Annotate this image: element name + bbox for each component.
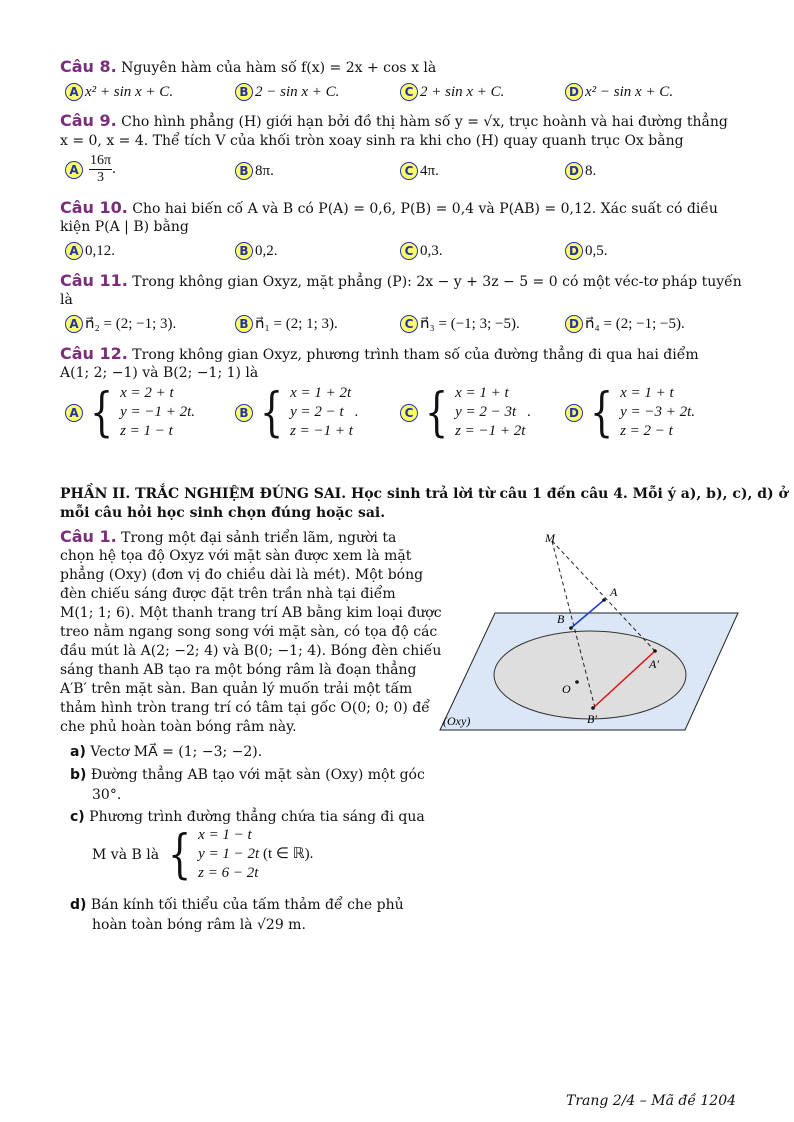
q12-line1: Trong không gian Oxyz, phương trình tham số của đường thẳng đi qua hai điểm [132, 347, 699, 363]
p1-line: thảm hình tròn trang trí có tâm tại gốc O(0; 0; 0) để [60, 700, 430, 716]
left-brace-icon: { [168, 824, 192, 885]
p1-line: sáng thanh AB tạo ra một bóng râm là đoạn thẳng [60, 662, 417, 678]
system-row: z = −1 + t [290, 423, 353, 439]
system-row-text: y = 2 − t [290, 404, 344, 420]
label-m: M [545, 531, 555, 545]
q8-option-b[interactable] [235, 83, 339, 101]
p1-line: chọn hệ tọa độ Oxyz với mặt sàn được xem là mặt [60, 548, 412, 564]
left-brace-icon: { [259, 382, 284, 443]
p1-item-c-system [92, 826, 313, 883]
system-row-text: y = 1 − 2t [198, 846, 260, 862]
q8-label: Câu 8. [60, 57, 117, 76]
label-plane: (Oxy) [443, 714, 471, 728]
q11-option-a[interactable] [65, 314, 176, 333]
q10-stem [60, 199, 718, 218]
q11-label: Câu 11. [60, 271, 128, 290]
system-row: x = 1 − t [198, 827, 252, 843]
q9-option-d-text: 8. [585, 162, 597, 179]
point-b [569, 626, 573, 630]
system-row: z = −1 + 2t [455, 423, 526, 439]
label-b: B [557, 612, 565, 626]
item-label-b: b) [70, 767, 87, 783]
q12-stem [60, 345, 699, 364]
item-label-a: a) [70, 744, 86, 760]
q12-option-c-system [420, 384, 531, 441]
q11-line2: là [60, 292, 73, 308]
part2-header-line2: mỗi câu hỏi học sinh chọn đúng hoặc sai. [60, 505, 386, 521]
option-letter-a: A [65, 242, 83, 260]
p1-line: M(1; 1; 6). Một thanh trang trí AB bằng kim loại được [60, 605, 442, 621]
q12-option-c[interactable] [400, 384, 531, 441]
option-letter-a: A [65, 404, 83, 422]
rug-ellipse [494, 631, 686, 719]
q11-stem [60, 272, 742, 291]
q12-option-a-system [85, 384, 195, 441]
q10-option-b[interactable] [235, 242, 278, 260]
q9-option-a-suffix: . [112, 161, 116, 177]
point-b-prime [591, 706, 595, 710]
p1-label: Câu 1. [60, 527, 117, 546]
q8-option-c[interactable] [400, 83, 504, 101]
option-letter-a: A [65, 315, 83, 333]
system-row-text: y = −1 + 2t [120, 404, 192, 420]
option-letter-b: B [235, 404, 253, 422]
q9-option-d[interactable] [565, 162, 596, 180]
p1-line-0 [60, 528, 396, 547]
q8-option-b-text: 2 − sin x + C. [255, 83, 340, 100]
item-text-c: Phương trình đường thẳng chứa tia sáng đi qua [89, 809, 425, 825]
q11-option-c[interactable] [400, 314, 520, 333]
p1-line: đèn chiếu sáng được đặt trên trần nhà tại điểm [60, 586, 396, 602]
p1-text: Trong một đại sảnh triển lãm, người ta [121, 530, 397, 546]
q8-text: Nguyên hàm của hàm số f(x) = 2x + cos x là [121, 60, 437, 76]
q8-stem [60, 58, 436, 77]
item-label-c: c) [70, 809, 85, 825]
q12-option-d-system [585, 384, 695, 441]
point-o [575, 680, 579, 684]
q9-option-b[interactable] [235, 162, 274, 180]
q12-option-d[interactable] [565, 384, 695, 441]
q11-option-b[interactable] [235, 314, 338, 333]
q8-option-c-text: 2 + sin x + C. [420, 83, 505, 100]
system-row: z = 2 − t [620, 423, 673, 439]
item-text-b: Đường thẳng AB tạo với mặt sàn (Oxy) một góc [90, 767, 425, 783]
c-prefix: M và B là [92, 846, 160, 863]
item-label-d: d) [70, 897, 87, 913]
q12-line2: A(1; 2; −1) và B(2; −1; 1) là [60, 365, 259, 381]
left-brace-icon: { [589, 382, 614, 443]
system-row [120, 403, 195, 422]
option-letter-c: C [400, 404, 418, 422]
fraction-numerator: 16π [90, 153, 112, 168]
system-row [455, 403, 531, 422]
option-letter-b: B [235, 83, 253, 101]
option-letter-d: D [565, 404, 583, 422]
q11-option-c-text: n⃗₃ = (−1; 3; −5). [420, 316, 520, 332]
p1-item-b-cont: 30°. [92, 787, 122, 803]
left-brace-icon: { [89, 382, 114, 443]
system-suffix: . [527, 404, 532, 420]
q9-line2: x = 0, x = 4. Thể tích V của khối tròn xoay sinh ra khi cho (H) quay quanh trục Ox bằng [60, 133, 684, 149]
q10-label: Câu 10. [60, 198, 128, 217]
system-row: x = 1 + t [455, 385, 509, 401]
system-row [198, 845, 313, 864]
geometry-figure [435, 525, 740, 740]
q9-option-a[interactable] [65, 153, 116, 186]
q10-option-c[interactable] [400, 242, 443, 260]
option-letter-c: C [400, 315, 418, 333]
option-letter-d: D [565, 242, 583, 260]
page-footer: Trang 2/4 – Mã đề 1204 [566, 1093, 737, 1109]
option-letter-d: D [565, 83, 583, 101]
system-row: x = 1 + t [620, 385, 674, 401]
q10-line2: kiện P(A | B) bằng [60, 219, 189, 235]
option-letter-b: B [235, 242, 253, 260]
p1-line: A′B′ trên mặt sàn. Ban quản lý muốn trải một tấm [60, 681, 413, 697]
p1-item-b[interactable] [70, 766, 425, 784]
label-a: A [610, 585, 618, 599]
q9-option-b-text: 8π. [255, 162, 274, 179]
q9-fraction [89, 153, 112, 186]
q9-option-c[interactable] [400, 162, 439, 180]
q10-option-d-text: 0,5. [585, 242, 608, 259]
q8-option-d-text: x² − sin x + C. [585, 83, 674, 100]
system-suffix: . [691, 404, 696, 420]
system-row-text: y = 2 − 3t [455, 404, 517, 420]
q9-stem [60, 112, 728, 131]
system-row-text: y = −3 + 2t [620, 404, 692, 420]
p1-line: che phủ hoàn toàn bóng râm này. [60, 719, 297, 735]
system-suffix: . [191, 404, 196, 420]
q11-line1: Trong không gian Oxyz, mặt phẳng (P): 2x − y + 3z − 5 = 0 có một véc-tơ pháp tuyến [132, 274, 742, 290]
q11-option-d-text: n⃗₄ = (2; −1; −5). [585, 316, 685, 332]
q10-option-c-text: 0,3. [420, 242, 443, 259]
p1-item-a[interactable] [70, 743, 262, 761]
q12-option-b-system [255, 384, 359, 441]
q9-option-c-text: 4π. [420, 162, 439, 179]
p1-item-d[interactable] [70, 896, 404, 914]
left-brace-icon: { [424, 382, 449, 443]
q9-label: Câu 9. [60, 111, 117, 130]
q10-option-a[interactable] [65, 242, 115, 260]
system-row: x = 2 + t [120, 385, 174, 401]
q9-line1: Cho hình phẳng (H) giới hạn bởi đồ thị hàm số y = √x, trục hoành và hai đường thẳng [121, 114, 728, 130]
system-row [290, 403, 359, 422]
q10-option-d[interactable] [565, 242, 608, 260]
q8-option-a[interactable] [65, 83, 173, 101]
system-suffix: . [354, 404, 359, 420]
q12-option-b[interactable] [235, 384, 359, 441]
q10-option-a-text: 0,12. [85, 242, 115, 259]
system-row [620, 403, 695, 422]
option-letter-a: A [65, 161, 83, 179]
q10-option-b-text: 0,2. [255, 242, 278, 259]
q10-line1: Cho hai biến cố A và B có P(A) = 0,6, P(B) = 0,4 và P(AB) = 0,12. Xác suất có điều [132, 201, 718, 217]
system-row: z = 6 − 2t [198, 865, 259, 881]
q8-option-a-text: x² + sin x + C. [85, 83, 174, 100]
label-a-prime: A′ [649, 657, 659, 671]
option-letter-b: B [235, 315, 253, 333]
option-letter-d: D [565, 315, 583, 333]
option-letter-b: B [235, 162, 253, 180]
system-suffix: (t ∈ ℝ). [262, 846, 314, 862]
q8-option-d[interactable] [565, 83, 673, 101]
system-row: x = 1 + 2t [290, 385, 352, 401]
p1-line: phẳng (Oxy) (đơn vị đo chiều dài là mét). Một bóng [60, 567, 424, 583]
point-a-prime [653, 649, 657, 653]
option-letter-c: C [400, 242, 418, 260]
item-text-d: Bán kính tối thiểu của tấm thảm để che phủ [90, 897, 404, 913]
p1-item-d-cont: hoàn toàn bóng râm là √29 m. [92, 917, 306, 933]
q11-option-b-text: n⃗₁ = (2; 1; 3). [255, 316, 338, 332]
option-letter-d: D [565, 162, 583, 180]
fraction-denominator: 3 [97, 170, 105, 185]
option-letter-c: C [400, 162, 418, 180]
p1-item-c[interactable] [70, 808, 425, 826]
p1-line: đầu mút là A(2; −2; 4) và B(0; −1; 4). Bóng đèn chiếu [60, 643, 442, 659]
item-text-a: Vectơ MA⃗ = (1; −3; −2). [90, 744, 263, 760]
part2-header-line1: PHẦN II. TRẮC NGHIỆM ĐÚNG SAI. Học sinh trả lời từ câu 1 đến câu 4. Mỗi ý a), b), c), d) ở [60, 486, 788, 502]
q11-option-d[interactable] [565, 314, 685, 333]
option-letter-a: A [65, 83, 83, 101]
point-a [602, 598, 606, 602]
label-o: O [562, 682, 571, 696]
label-b-prime: B′ [587, 712, 597, 726]
system-row: z = 1 − t [120, 423, 173, 439]
q11-option-a-text: n⃗₂ = (2; −1; 3). [85, 316, 177, 332]
q12-option-a[interactable] [65, 384, 195, 441]
p1-line: treo nằm ngang song song với mặt sàn, có tọa độ các [60, 624, 438, 640]
q12-label: Câu 12. [60, 344, 128, 363]
option-letter-c: C [400, 83, 418, 101]
